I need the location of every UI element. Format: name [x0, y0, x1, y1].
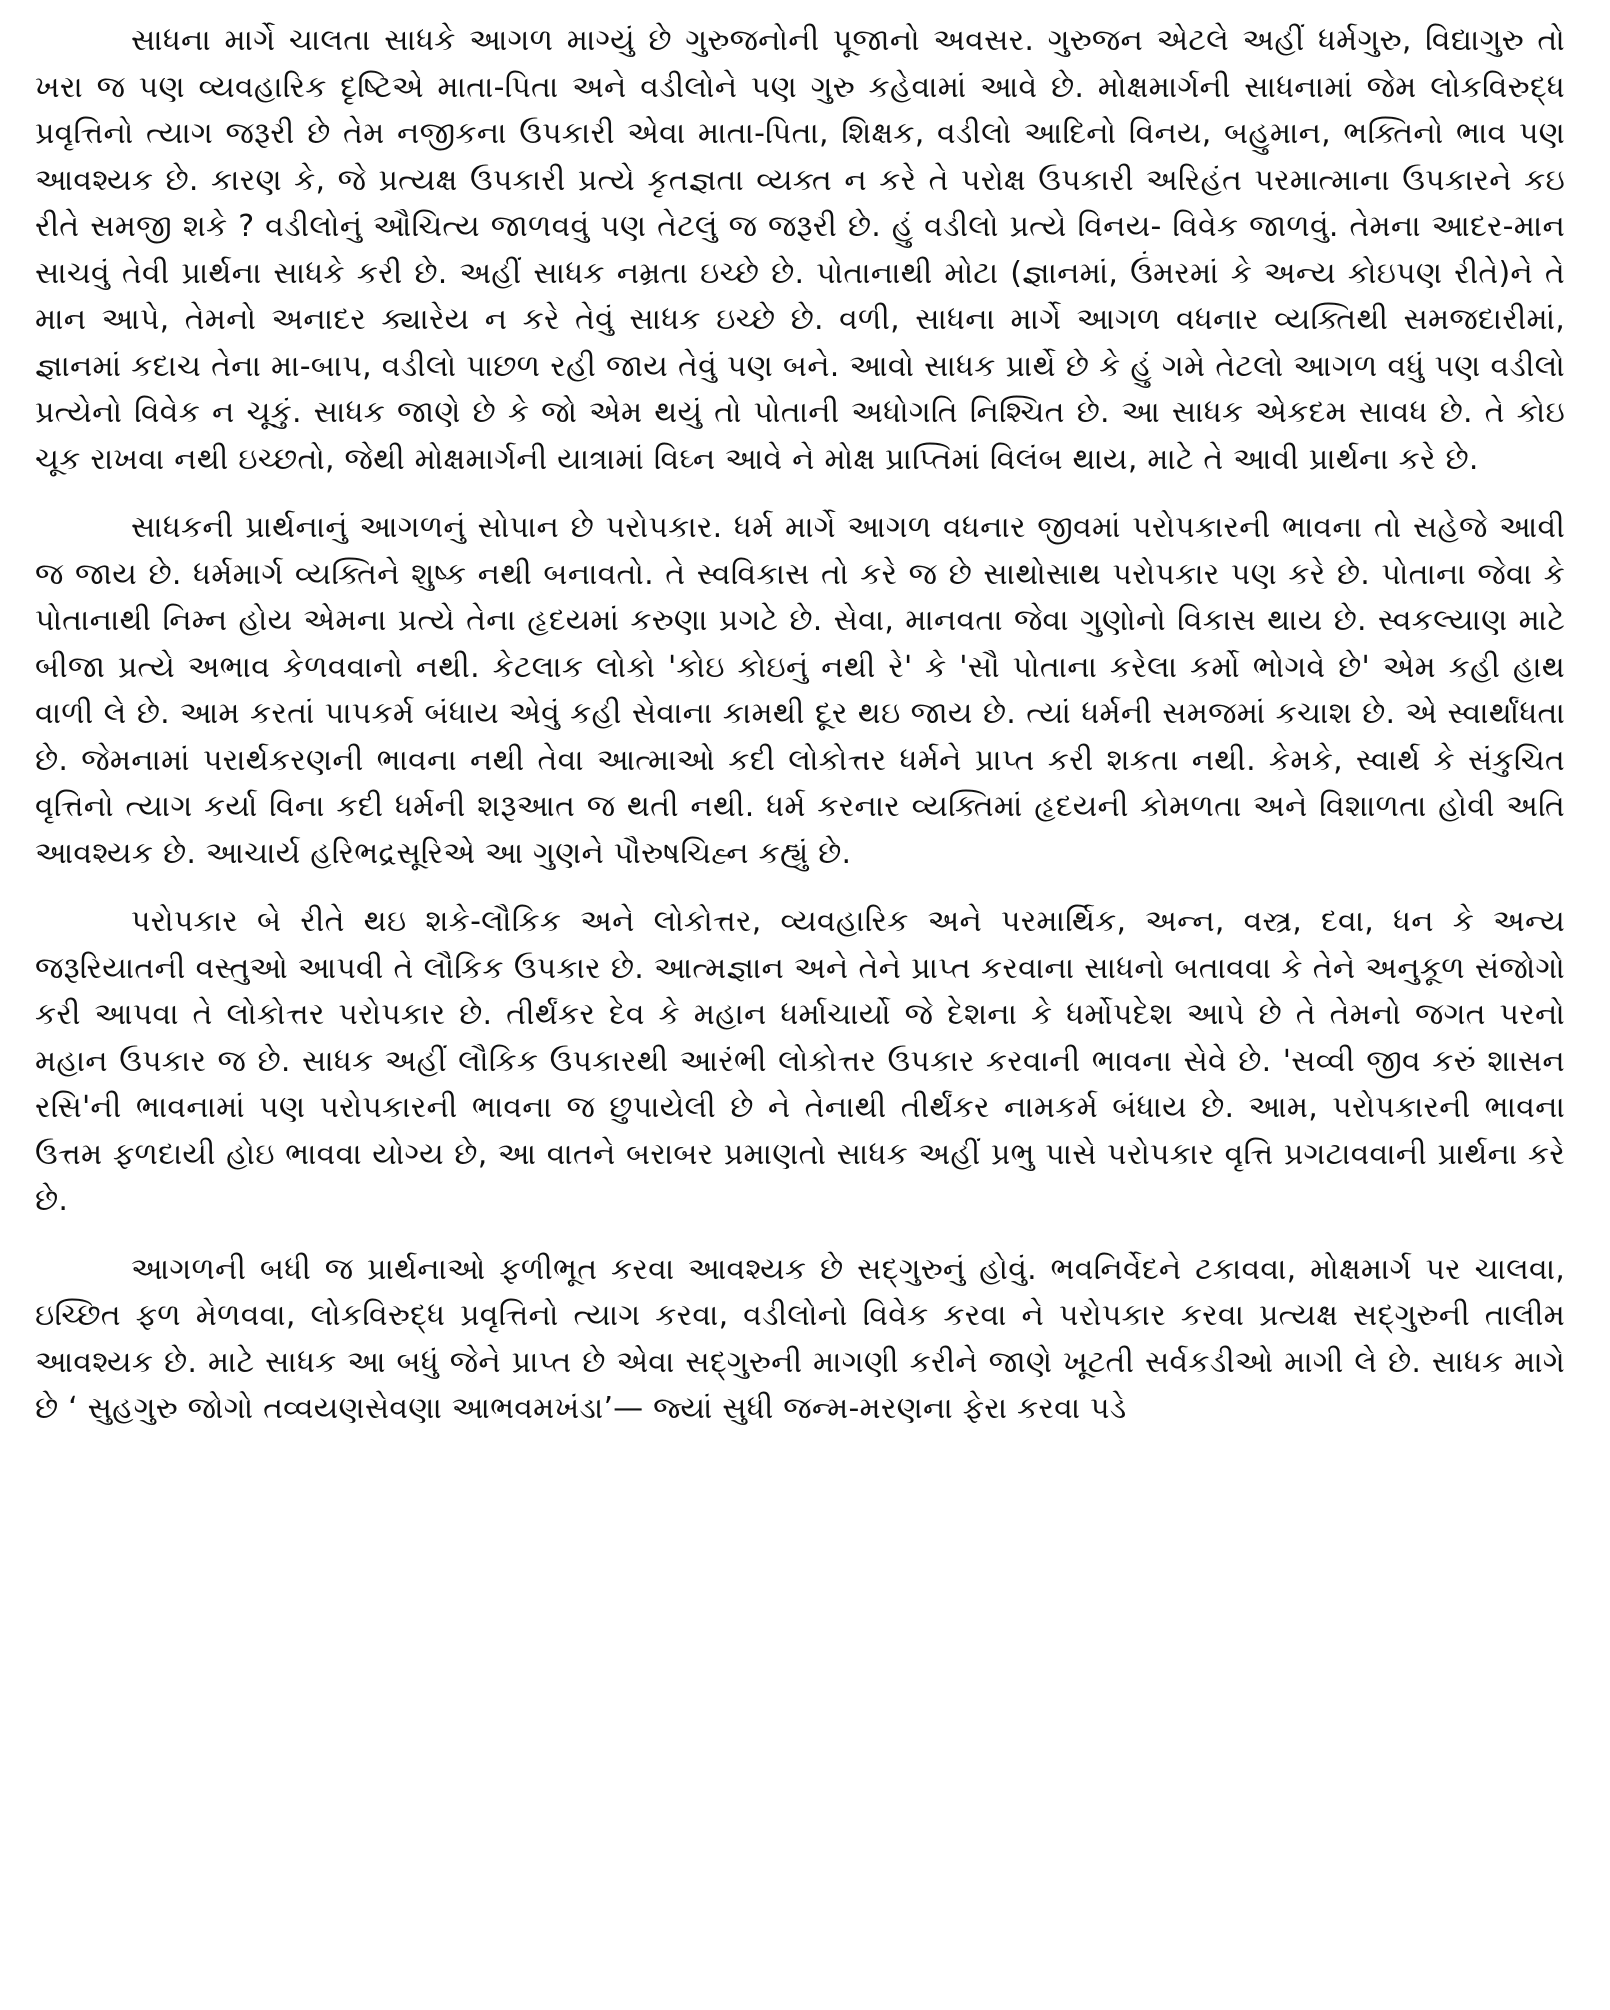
paragraph-paropkar-types: પરોપકાર બે રીતે થઇ શકે-લૌકિક અને લોકોત્તર, વ્યવહારિક અને પરમાર્થિક, અન્ન, વસ્ત્ર, દવા, ધન કે અન્ય જરૂરિયાતની વસ્તુઓ આપવી તે લૌકિક ઉપકાર છે. આત્મજ્ઞાન અને તેને પ્રાપ્ત કરવાના સાધનો બતાવવા કે તેને અનુકૂળ સંજોગો કરી આપવા તે લોકોત્તર પરોપકાર છે. તીર્થંકર દેવ કે મહાન ધર્માચાર્યો જે દેશના કે ધર્મોપદેશ આપે છે તે તેમનો જગત પરનો મહાન ઉપકાર જ છે. સાધક અહીં લૌકિક ઉપકારથી આરંભી લોકોત્તર ઉપકાર કરવાની ભાવના સેવે છે. 'સવ્વી જીવ કરું શાસન રસિ'ની ભાવનામાં પણ પરોપકારની ભાવના જ છુપાયેલી છે ને તેનાથી તીર્થંકર નામકર્મ બંધાય છે. આમ, પરોપકારની ભાવના ઉત્તમ ફળદાયી હોઇ ભાવવા યોગ્ય છે, આ વાતને બરાબર પ્રમાણતો સાધક અહીં પ્રભુ પાસે પરોપકાર વૃત્તિ પ્રગટાવવાની પ્રાર્થના કરે છે. — [35, 904, 1566, 1218]
paragraph-sadguru: આગળની બધી જ પ્રાર્થનાઓ ફળીભૂત કરવા આવશ્યક છે સદ્‌ગુરુનું હોવું. ભવનિર્વેદને ટકાવવા, મોક્ષમાર્ગ પર ચાલવા, ઇચ્છિત ફળ મેળવવા, લોકવિરુદ્ધ પ્રવૃત્તિનો ત્યાગ કરવા, વડીલોનો વિવેક કરવા ને પરોપકાર કરવા પ્રત્યક્ષ સદ્‌ગુરુની તાલીમ આવશ્યક છે. માટે સાધક આ બધું જેને પ્રાપ્ત છે એવા સદ્‌ગુરુની માગણી કરીને જાણે ખૂટતી સર્વકડીઓ માગી લે છે. સાધક માગે છે ‘ સુહગુરુ જોગો તવ્વયણસેવણા આભવમખંડા’— જ્યાં સુધી જન્મ-મરણના ફેરા કરવા પડે — [35, 1251, 1565, 1426]
body-text — [35, 18, 1565, 1433]
paragraph-guru-puja: સાધના માર્ગે ચાલતા સાધકે આગળ માગ્યું છે ગુરુજનોની પૂજાનો અવસર. ગુરુજન એટલે અહીં ધર્મગુરુ, વિદ્યાગુરુ તો ખરા જ પણ વ્યવહારિક દૃષ્ટિએ માતા-પિતા અને વડીલોને પણ ગુરુ કહેવામાં આવે છે. મોક્ષમાર્ગની સાધનામાં જેમ લોકવિરુદ્ધ પ્રવૃત્તિનો ત્યાગ જરૂરી છે તેમ નજીકના ઉપકારી એવા માતા-પિતા, શિક્ષક, વડીલો આદિનો વિનય, બહુમાન, ભક્તિનો ભાવ પણ આવશ્યક છે. કારણ કે, જે પ્રત્યક્ષ ઉપકારી પ્રત્યે કૃતજ્ઞતા વ્યક્ત ન કરે તે પરોક્ષ ઉપકારી અરિહંત પરમાત્માના ઉપકારને કઇ રીતે સમજી શકે ? વડીલોનું ઔચિત્ય જાળવવું પણ તેટલું જ જરૂરી છે. હું વડીલો પ્રત્યે વિનય- વિવેક જાળવું. તેમના આદર-માન સાચવું તેવી પ્રાર્થના સાધકે કરી છે. અહીં સાધક નમ્રતા ઇચ્છે છે. પોતાનાથી મોટા (જ્ઞાનમાં, ઉંમરમાં કે અન્ય કોઇપણ રીતે)ને તે માન આપે, તેમનો અનાદર ક્યારેય ન કરે તેવું સાધક ઇચ્છે છે. વળી, સાધના માર્ગે આગળ વધનાર વ્યક્તિથી સમજદારીમાં, જ્ઞાનમાં કદાચ તેના મા-બાપ, વડીલો પાછળ રહી જાય તેવું પણ બને. આવો સાધક પ્રાર્થે છે કે હું ગમે તેટલો આગળ વધું પણ વડીલો પ્રત્યેનો વિવેક ન ચૂકું. સાધક જાણે છે કે જો એમ થયું તો પોતાની અધોગતિ નિશ્ચિત છે. આ સાધક એકદમ સાવધ છે. તે કોઇ ચૂક રાખવા નથી ઇચ્છતો, જેથી મોક્ષમાર્ગની યાત્રામાં વિઘ્ન આવે ને મોક્ષ પ્રાપ્તિમાં વિલંબ થાય, માટે તે આવી પ્રાર્થના કરે છે. — [35, 23, 1565, 477]
paragraph-paropkar-intro: સાધકની પ્રાર્થનાનું આગળનું સોપાન છે પરોપકાર. ધર્મ માર્ગે આગળ વધનાર જીવમાં પરોપકારની ભાવના તો સહેજે આવી જ જાય છે. ધર્મમાર્ગ વ્યક્તિને શુષ્ક નથી બનાવતો. તે સ્વવિકાસ તો કરે જ છે સાથોસાથ પરોપકાર પણ કરે છે. પોતાના જેવા કે પોતાનાથી નિમ્ન હોય એમના પ્રત્યે તેના હૃદયમાં કરુણા પ્રગટે છે. સેવા, માનવતા જેવા ગુણોનો વિકાસ થાય છે. સ્વકલ્યાણ માટે બીજા પ્રત્યે અભાવ કેળવવાનો નથી. કેટલાક લોકો 'કોઇ કોઇનું નથી રે' કે 'સૌ પોતાના કરેલા કર્મો ભોગવે છે' એમ કહી હાથ વાળી લે છે. આમ કરતાં પાપકર્મ બંધાય એવું કહી સેવાના કામથી દૂર થઇ જાય છે. ત્યાં ધર્મની સમજમાં કચાશ છે. એ સ્વાર્થાંધતા છે. જેમનામાં પરાર્થકરણની ભાવના નથી તેવા આત્માઓ કદી લોકોત્તર ધર્મને પ્રાપ્ત કરી શકતા નથી. કેમકે, સ્વાર્થ કે સંકુચિત વૃત્તિનો ત્યાગ કર્યા વિના કદી ધર્મની શરૂઆત જ થતી નથી. ધર્મ કરનાર વ્યક્તિમાં હૃદયની કોમળતા અને વિશાળતા હોવી અતિ આવશ્યક છે. આચાર્ય હરિભદ્રસૂરિએ આ ગુણને પૌરુષચિહ્ન કહ્યું છે. — [35, 510, 1565, 871]
